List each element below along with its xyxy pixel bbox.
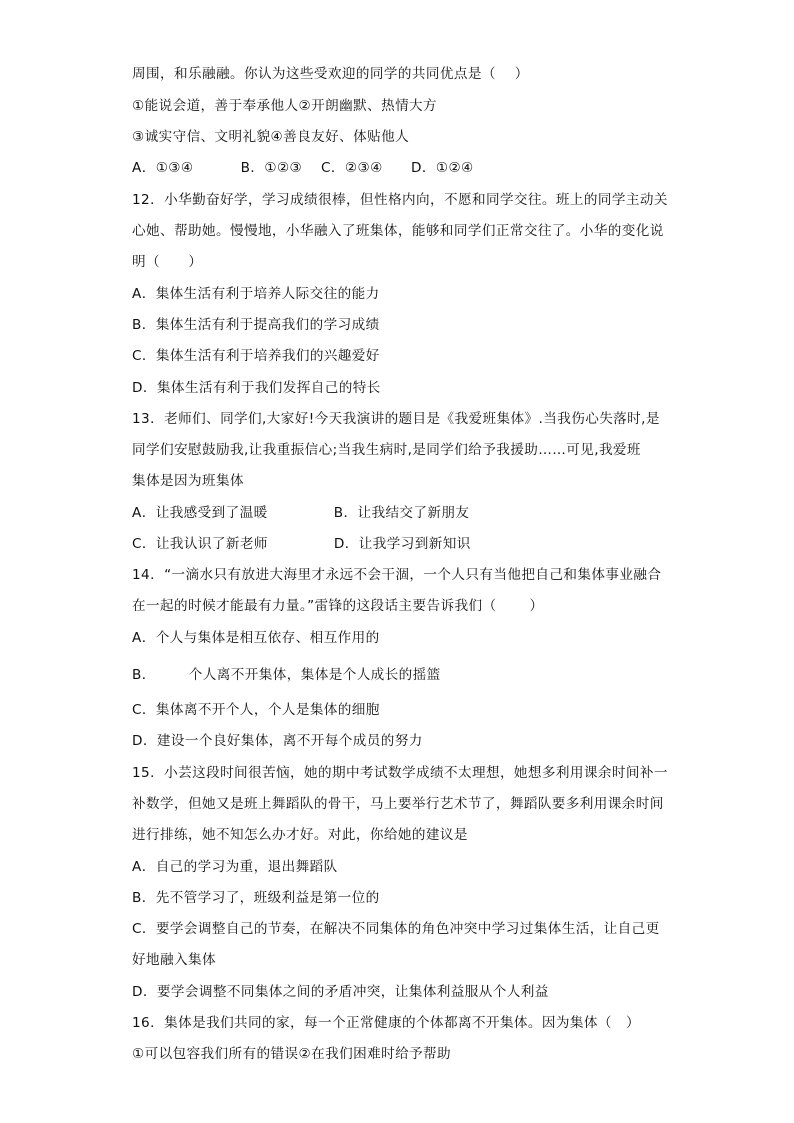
q12-stem-line-3: 明（ ） <box>132 254 203 270</box>
q15-stem-line-3: 进行排练，她不知怎么办才好。对此，你给她的建议是 <box>132 827 468 843</box>
q15-option-a: A．自己的学习为重，退出舞蹈队 <box>132 859 338 875</box>
q12-option-d: D．集体生活有利于我们发挥自己的特长 <box>132 380 381 396</box>
q15-option-b: B．先不管学习了，班级利益是第一位的 <box>132 890 380 906</box>
q14-option-a: A．个人与集体是相互依存、相互作用的 <box>132 630 380 646</box>
q12-option-c: C．集体生活有利于培养我们的兴趣爱好 <box>132 348 380 364</box>
q13-options-c-d: C．让我认识了新老师 D．让我学习到新知识 <box>132 536 471 552</box>
q15-option-c-line-2: 好地融入集体 <box>132 952 216 968</box>
q11-statement-1-2: ①能说会道，善于奉承他人②开朗幽默、热情大方 <box>132 98 438 114</box>
q11-statement-3-4: ③诚实守信、文明礼貌④善良友好、体贴他人 <box>132 129 410 145</box>
q15-option-c-line-1: C．要学会调整自己的节奏，在解决不同集体的角色冲突中学习过集体生活，让自己更 <box>132 921 660 937</box>
q15-option-d: D．要学会调整不同集体之间的矛盾冲突，让集体利益服从个人利益 <box>132 984 549 1000</box>
q13-stem-line-3: 集体是因为班集体 <box>132 473 244 489</box>
q12-option-b: B．集体生活有利于提高我们的学习成绩 <box>132 317 380 333</box>
q14-option-d: D．建设一个良好集体，离不开每个成员的努力 <box>132 733 423 749</box>
q12-stem-line-1: 12．小华勤奋好学，学习成绩很棒，但性格内向，不愿和同学交往。班上的同学主动关 <box>132 192 668 208</box>
q13-options-a-b: A．让我感受到了温暖 B．让我结交了新朋友 <box>132 505 470 521</box>
q12-stem-line-2: 心她、帮助她。慢慢地，小华融入了班集体，能够和同学们正常交往了。小华的变化说 <box>132 223 664 239</box>
q15-stem-line-2: 补数学，但她又是班上舞蹈队的骨干，马上要举行艺术节了，舞蹈队要多利用课余时间 <box>132 796 664 812</box>
q13-stem-line-2: 同学们安慰鼓励我,让我重振信心;当我生病时,是同学们给予我援助……可见,我爱班 <box>132 442 641 458</box>
q14-option-b: B． 个人离不开集体，集体是个人成长的摇篮 <box>132 667 441 683</box>
q14-stem-line-1: 14．“一滴水只有放进大海里才永远不会干涸，一个人只有当他把自己和集体事业融合 <box>132 567 662 583</box>
q13-stem-line-1: 13．老师们、同学们,大家好!今天我演讲的题目是《我爱班集体》.当我伤心失落时,是 <box>132 411 660 427</box>
q12-option-a: A．集体生活有利于培养人际交往的能力 <box>132 286 380 302</box>
q11-stem-end: 周围，和乐融融。你认为这些受欢迎的同学的共同优点是（ ） <box>132 66 529 82</box>
q14-stem-line-2: 在一起的时候才能最有力量。”雷锋的这段话主要告诉我们（ ） <box>132 598 544 614</box>
q14-option-c: C．集体离不开个人，个人是集体的细胞 <box>132 702 380 718</box>
q15-stem-line-1: 15．小芸这段时间很苦恼，她的期中考试数学成绩不太理想，她想多利用课余时间补一 <box>132 765 668 781</box>
q11-options: A．①③④ B．①②③ C．②③④ D．①②④ <box>132 160 474 176</box>
q16-stem: 16．集体是我们共同的家，每一个正常健康的个体都离不开集体。因为集体（ ） <box>132 1015 641 1031</box>
q16-statement-1-2: ①可以包容我们所有的错误②在我们困难时给予帮助 <box>132 1046 452 1062</box>
